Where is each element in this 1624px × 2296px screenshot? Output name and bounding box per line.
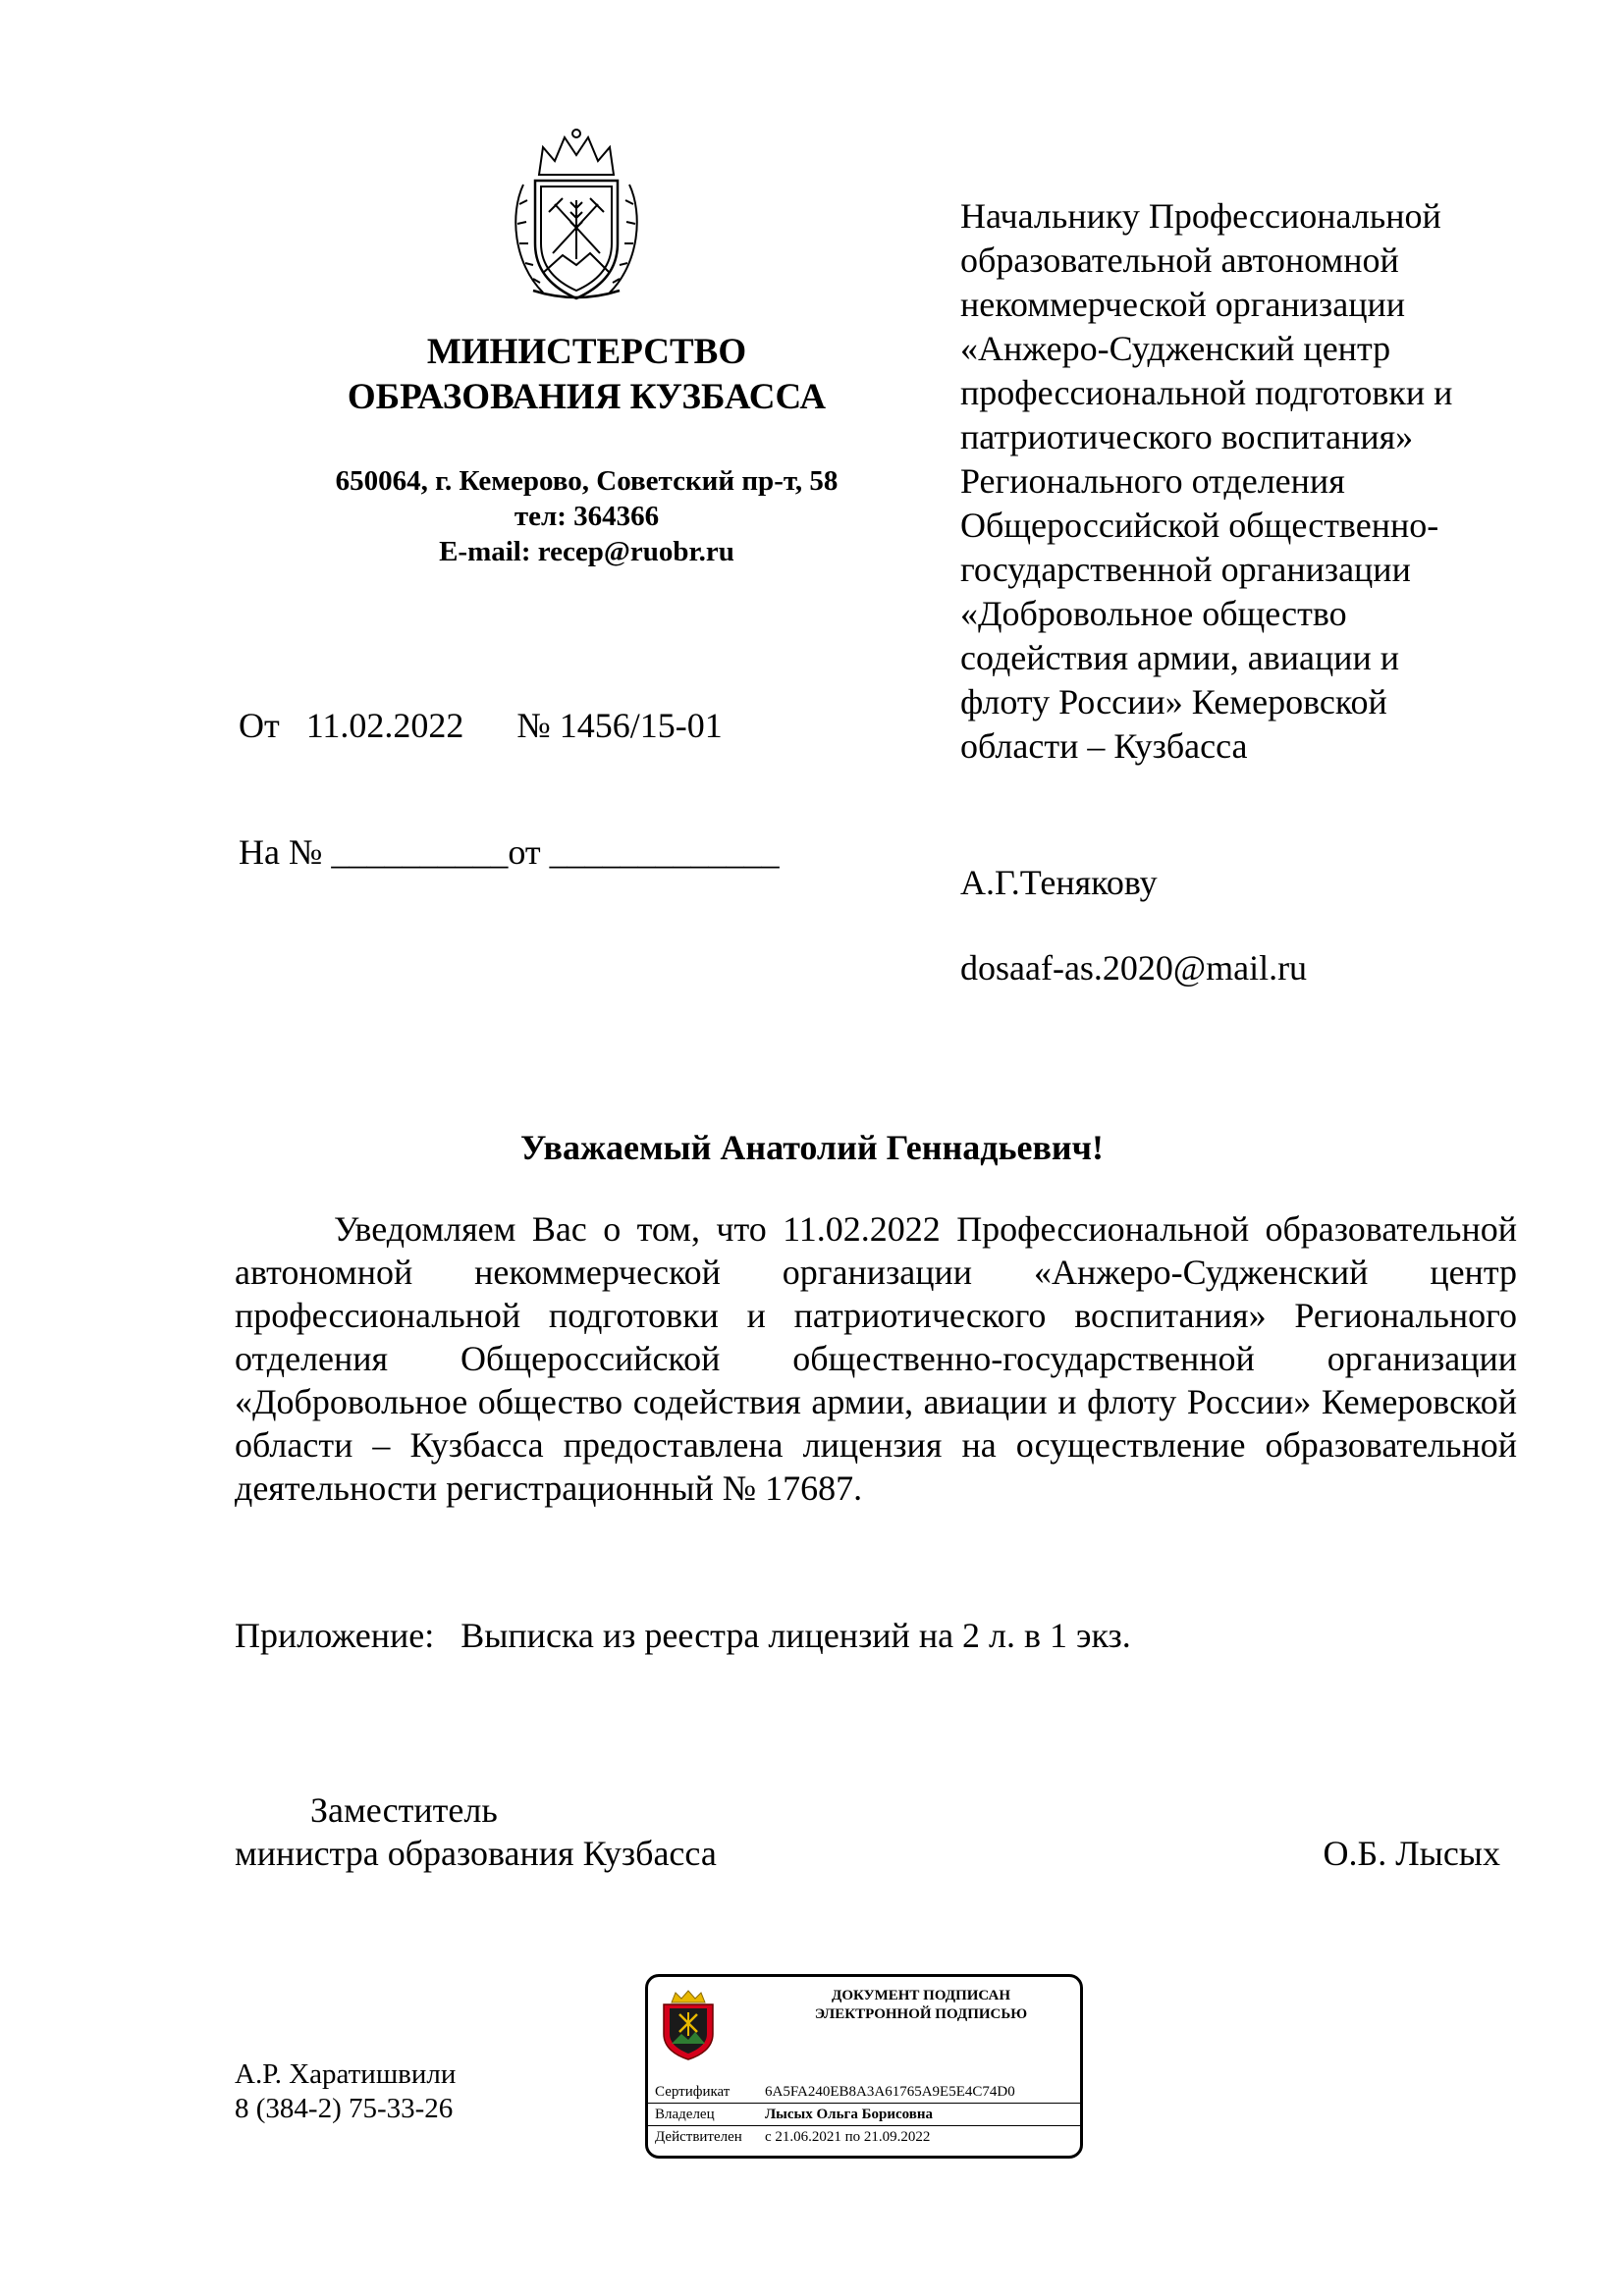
recipient-line: патриотического воспитания» <box>960 417 1414 456</box>
registration-block <box>239 620 780 916</box>
valid-value: с 21.06.2021 по 21.09.2022 <box>765 2129 931 2145</box>
certificate-value: 6A5FA240EB8A3A61765A9E5E4C74D0 <box>765 2084 1015 2100</box>
valid-label: Действителен <box>655 2129 742 2145</box>
recipient-line: профессиональной подготовки и <box>960 373 1453 412</box>
attachment-line: Приложение: Выписка из реестра лицензий на 2 л. в 1 экз. <box>235 1616 1131 1655</box>
recipient-line: образовательной автономной <box>960 240 1399 280</box>
letter-body: Уведомляем Вас о том, что 11.02.2022 Профессиональной образовательной автономной некоммерческой организации «Анжеро-Судженский центр профессиональной подготовки и патриотического воспитания» Регионального отделения Общероссийской общественно-государственной организации «Добровольное общество содействия армии, авиации и флоту России» Кемеровской области – Кузбасса предоставлена лицензия на осуществление образовательной деятельности регистрационный № 17687. <box>235 1209 1517 1508</box>
executor-block <box>235 2057 456 2126</box>
ministry-email: E-mail: recep@ruobr.ru <box>439 536 734 567</box>
recipient-block <box>960 194 1549 769</box>
stamp-title <box>774 1987 1068 2024</box>
stamp-divider <box>648 2103 1080 2104</box>
recipient-line: содействия армии, авиации и <box>960 638 1400 677</box>
recipient-line: «Добровольное общество <box>960 594 1347 633</box>
stamp-row-owner <box>651 2104 1083 2126</box>
ministry-contacts <box>265 463 908 569</box>
recipient-email[interactable]: dosaaf-as.2020@mail.ru <box>960 948 1308 988</box>
recipient-line: «Анжеро-Судженский центр <box>960 329 1391 368</box>
recipient-line: Регионального отделения <box>960 461 1345 501</box>
stamp-divider <box>648 2125 1080 2126</box>
ministry-title <box>265 330 908 420</box>
executor-name: А.Р. Харатишвили <box>235 2058 457 2090</box>
recipient-line: некоммерческой организации <box>960 285 1406 324</box>
salutation: Уважаемый Анатолий Геннадьевич! <box>520 1128 1104 1167</box>
recipient-line: Начальнику Профессиональной <box>960 196 1441 236</box>
stamp-title-line2: ЭЛЕКТРОННОЙ ПОДПИСЬЮ <box>814 2006 1028 2022</box>
ministry-title-line2: ОБРАЗОВАНИЯ КУЗБАССА <box>347 377 827 417</box>
registration-reply-ref: На № __________от _____________ <box>239 832 780 872</box>
ministry-title-line1: МИНИСТЕРСТВО <box>426 332 747 372</box>
stamp-details <box>651 2081 1083 2149</box>
ministry-address: 650064, г. Кемерово, Советский пр-т, 58 <box>335 465 839 497</box>
recipient-line: области – Кузбасса <box>960 726 1248 766</box>
certificate-label: Сертификат <box>655 2084 731 2100</box>
signer-position-line1: Заместитель <box>310 1790 498 1830</box>
recipient-line: флоту России» Кемеровской <box>960 682 1387 721</box>
stamp-title-line1: ДОКУМЕНТ ПОДПИСАН <box>832 1988 1010 2003</box>
recipient-line: государственной организации <box>960 550 1411 589</box>
signer-name: О.Б. Лысых <box>1323 1834 1500 1873</box>
owner-label: Владелец <box>655 2107 715 2122</box>
signer-position-line2: министра образования Кузбасса <box>235 1834 717 1873</box>
owner-value: Лысых Ольга Борисовна <box>765 2107 934 2122</box>
kuzbass-crest-icon <box>658 1989 719 2061</box>
recipient-line: Общероссийской общественно- <box>960 506 1439 545</box>
ministry-phone: тел: 364366 <box>514 501 660 532</box>
registration-number: От 11.02.2022 № 1456/15-01 <box>239 706 723 745</box>
executor-phone: 8 (384-2) 75-33-26 <box>235 2093 454 2124</box>
stamp-row-valid <box>651 2126 1083 2149</box>
recipient-name: А.Г.Тенякову <box>960 863 1158 902</box>
electronic-signature-stamp <box>645 1974 1083 2159</box>
stamp-row-certificate <box>651 2081 1083 2104</box>
coat-of-arms-emblem <box>504 126 649 304</box>
